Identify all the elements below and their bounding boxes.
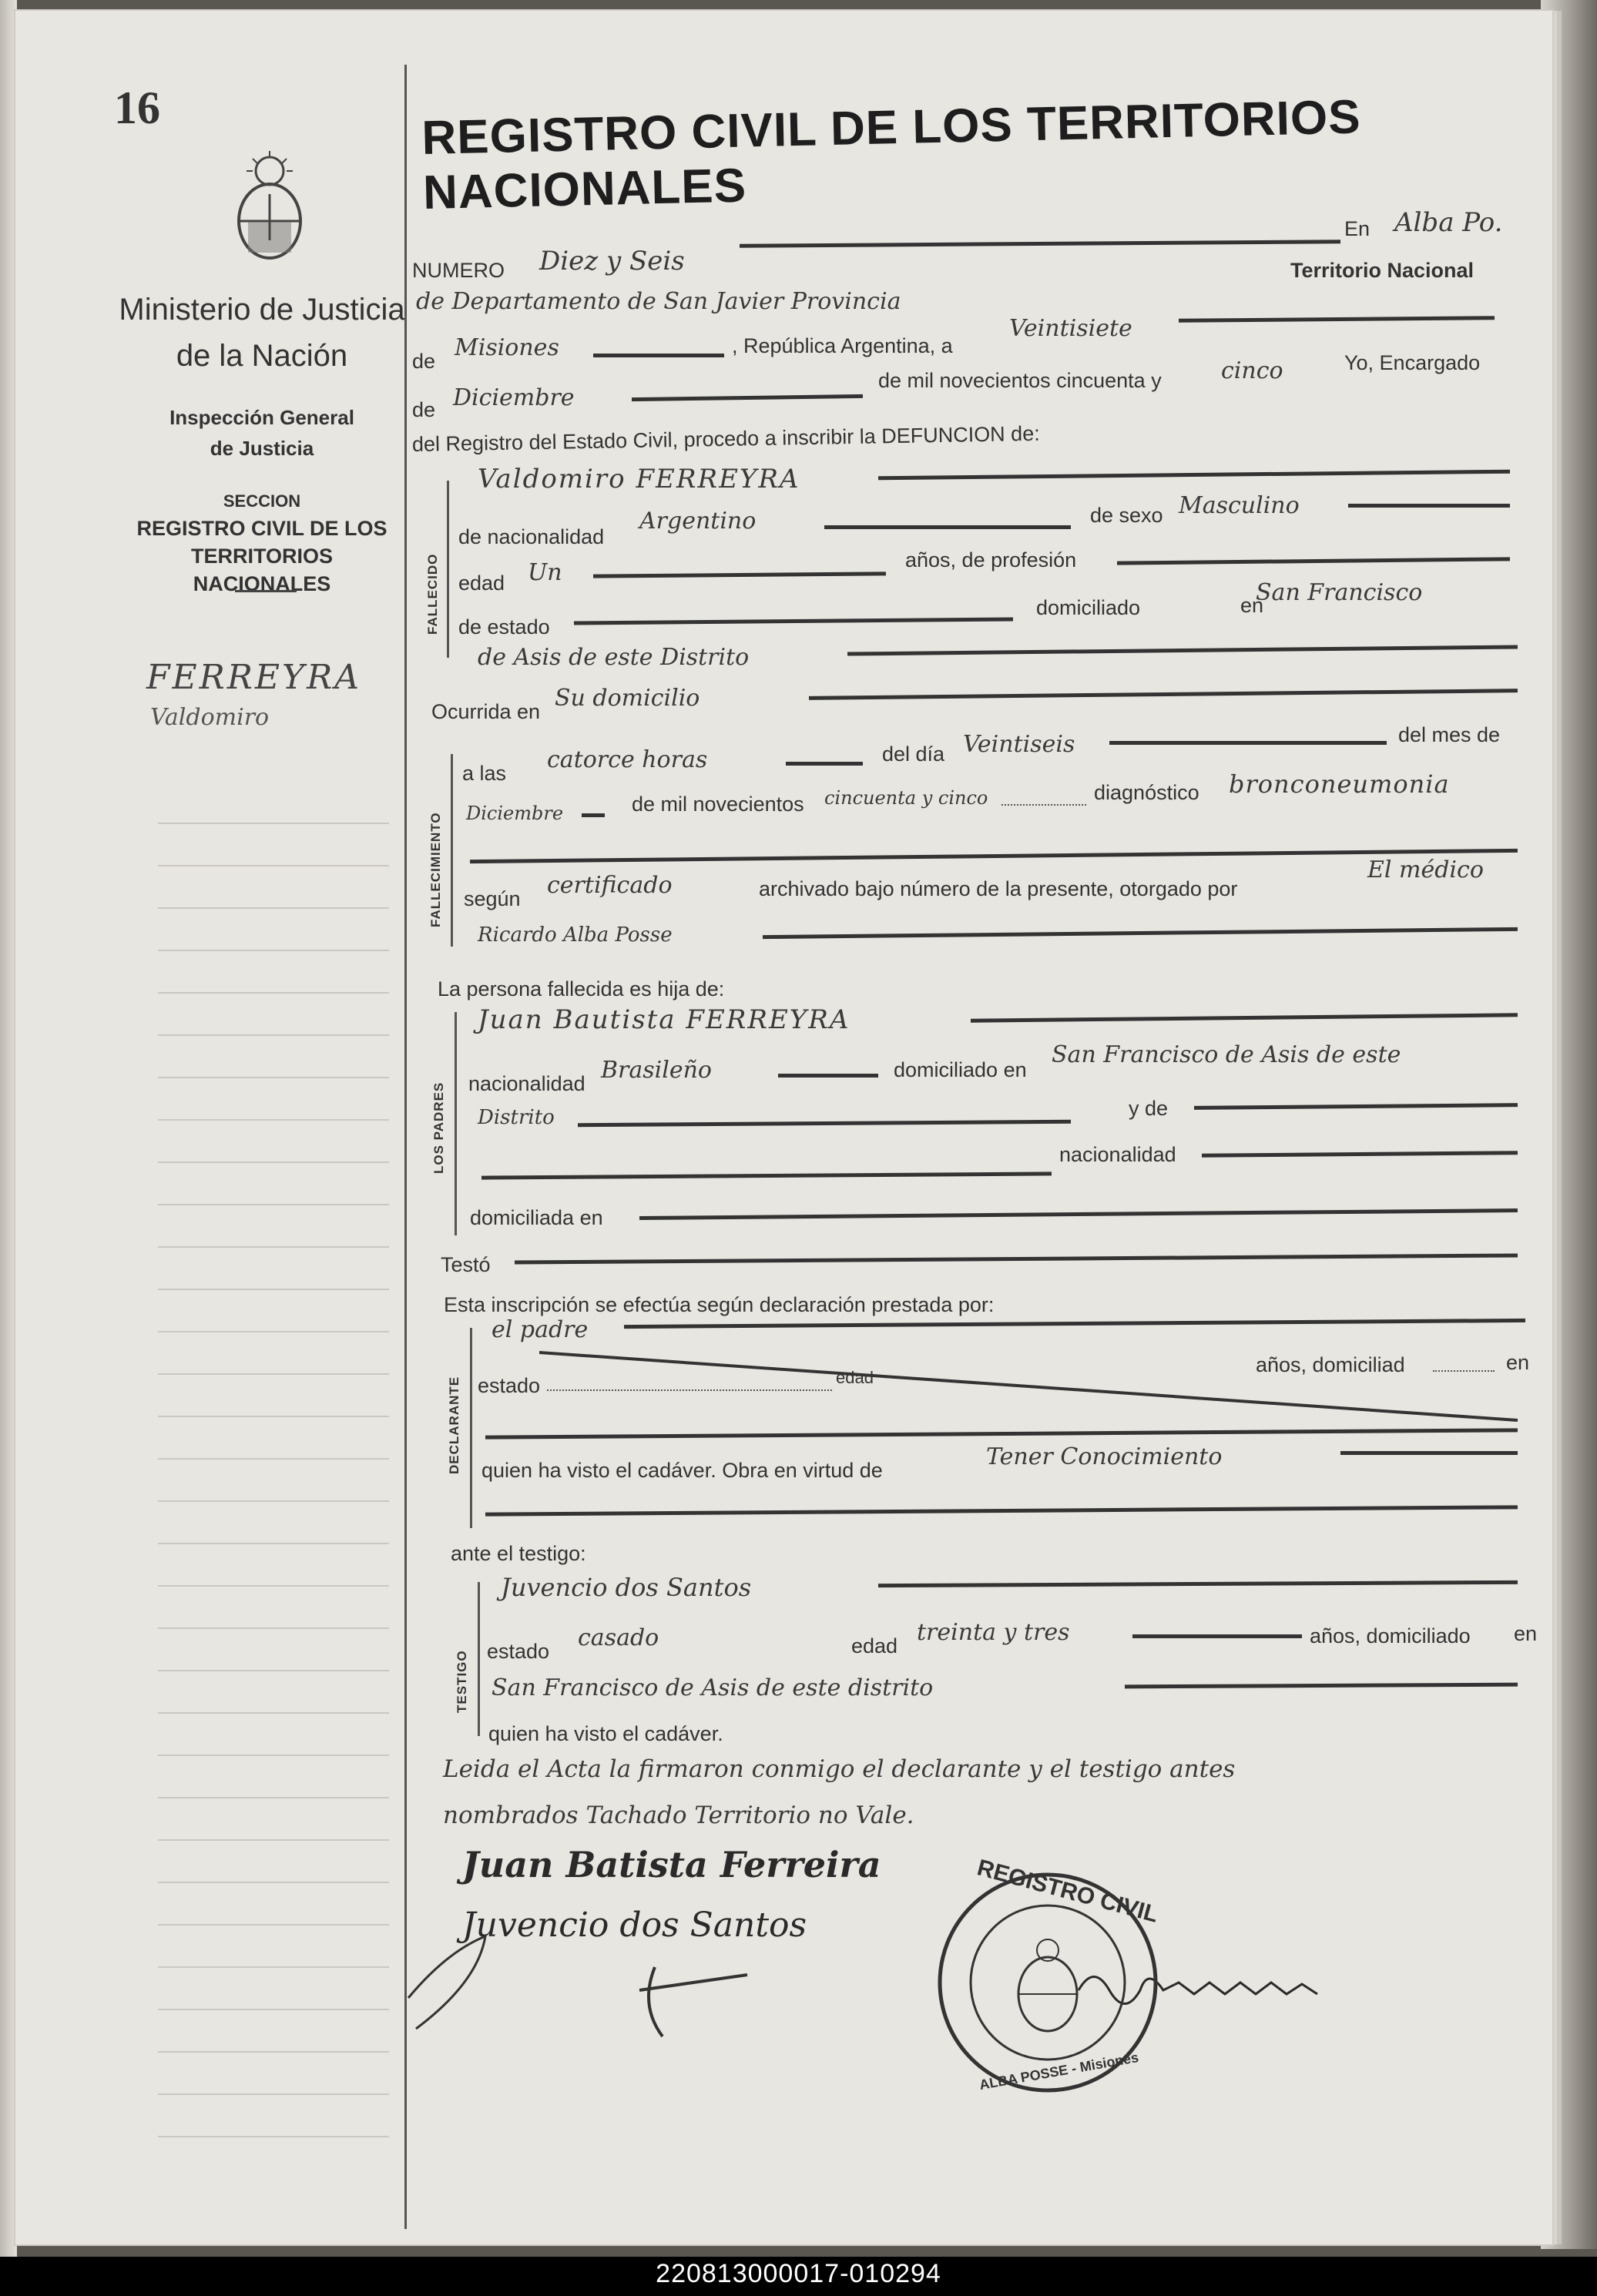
a-las-label: a las [462, 762, 507, 785]
nacionalidad-value: Argentino [639, 508, 757, 535]
fallecido-side-label: FALLECIDO [425, 553, 440, 635]
declarante-virtud-value: Tener Conocimiento [986, 1443, 1223, 1470]
year-label: de mil novecientos cincuenta y [878, 369, 1162, 392]
rule [481, 1171, 1052, 1179]
rule [582, 813, 605, 817]
year-value: cinco [1221, 357, 1283, 384]
diagnostico-label: diagnóstico [1094, 781, 1199, 804]
en-label: En [1344, 217, 1371, 240]
closing-line-2: nombrados Tachado Territorio no Vale. [443, 1802, 914, 1829]
margin-divider [235, 590, 297, 592]
otorgado-value: El médico [1367, 856, 1484, 883]
stamp-top-text: REGISTRO CIVIL [974, 1855, 1161, 1928]
domiciliada-label: domiciliada en [470, 1206, 603, 1229]
signature-flourish [385, 1921, 847, 2044]
mes-label: del mes de [1398, 723, 1501, 746]
declarante-en-label: en [1506, 1351, 1530, 1374]
ministry-heading [108, 287, 416, 379]
book-spine [0, 0, 17, 2296]
padres-side-label: LOS PADRES [431, 1081, 446, 1174]
declarante-edad-label: edad [836, 1368, 874, 1387]
stamp-bottom-text: ALBA POSSE - Misiones [978, 2049, 1140, 2093]
strike-through-line [539, 1351, 1525, 1428]
testigo-edad-value: treinta y tres [917, 1619, 1070, 1646]
signature-testigo: Juvencio dos Santos [462, 1906, 807, 1945]
declarante-intro-label: Esta inscripción se efectúa según declaración prestada por: [444, 1293, 995, 1316]
day-value: Veintisiete [1009, 315, 1132, 342]
place-value: Alba Po. [1394, 207, 1503, 238]
section-label: SECCION [223, 491, 301, 511]
margin-ruled-lines [158, 781, 412, 2167]
padre-domicilio-value-1: San Francisco de Asis de este [1052, 1041, 1401, 1068]
dotted-rule [1001, 804, 1086, 806]
rule [624, 1319, 1525, 1329]
en-label-fallecido: en [1240, 594, 1264, 617]
territorio-label: Territorio Nacional [1290, 259, 1475, 282]
hora-value: catorce horas [547, 746, 708, 773]
rule [1202, 1151, 1518, 1158]
numero-value: Diez y Seis [539, 246, 685, 277]
madre-nacionalidad-label: nacionalidad [1059, 1143, 1176, 1166]
testo-label: Testó [441, 1253, 491, 1276]
domicilio-value-1: San Francisco [1256, 579, 1423, 606]
sexo-value: Masculino [1179, 492, 1300, 519]
departamento-value: de Departamento de San Javier Provincia [416, 288, 901, 315]
fallecimiento-side-label: FALLECIMIENTO [428, 812, 443, 927]
inspection-heading [139, 402, 385, 464]
domicilio-value-2: de Asis de este Distrito [478, 644, 750, 671]
ministry-line-1: Ministerio de Justicia [119, 293, 405, 327]
declarante-name: el padre [492, 1316, 589, 1343]
rule [740, 240, 1340, 247]
ocurrida-value: Su domicilio [555, 685, 700, 712]
rule [515, 1253, 1518, 1264]
rule [786, 762, 863, 766]
rule [1132, 1634, 1302, 1638]
file-id: 220813000017-010294 [656, 2259, 941, 2288]
coat-of-arms-icon [230, 148, 310, 263]
testigo-domicilio-value: San Francisco de Asis de este distrito [492, 1674, 934, 1701]
rule [639, 1208, 1518, 1220]
padre-name: Juan Bautista FERREYRA [478, 1004, 851, 1035]
de-label: de [412, 350, 436, 373]
numero-label: NUMERO [412, 259, 505, 282]
anio-label: de mil novecientos [632, 793, 804, 816]
edad-label: edad [458, 571, 505, 595]
padre-domiciliado-label: domiciliado en [894, 1058, 1027, 1081]
testigo-intro-label: ante el testigo: [451, 1542, 586, 1565]
padres-intro-label: La persona fallecida es hija de: [438, 977, 725, 1001]
folio-number: 16 [114, 82, 160, 133]
rule [1179, 316, 1495, 323]
declarante-visto-label: quien ha visto el cadáver. Obra en virtud de [481, 1459, 883, 1482]
nacionalidad-label: de nacionalidad [458, 525, 605, 548]
estado-label: de estado [458, 615, 550, 639]
testigo-bracket [478, 1582, 480, 1736]
margin-annotation-surname: FERREYRA [146, 658, 361, 697]
ocurrida-label: Ocurrida en [431, 700, 541, 723]
de-label-2: de [412, 398, 436, 421]
rule [778, 1074, 878, 1078]
profesion-label: años, de profesión [905, 548, 1077, 571]
dia-value: Veintiseis [963, 731, 1075, 758]
rule [574, 618, 1013, 625]
testigo-visto-label: quien ha visto el cadáver. [488, 1722, 723, 1745]
declarante-anios-label: años, domiciliad [1256, 1353, 1405, 1376]
padre-nacionalidad-value: Brasileño [601, 1057, 712, 1084]
segun-value: certificado [547, 872, 673, 899]
testigo-en-label: en [1514, 1622, 1538, 1645]
rule [971, 1013, 1518, 1022]
section-line-2: TERRITORIOS NACIONALES [190, 545, 334, 595]
padre-domicilio-value-2: Distrito [478, 1106, 555, 1129]
dia-label: del día [882, 742, 945, 766]
testigo-edad-label: edad [851, 1634, 898, 1657]
inspection-line-2: de Justicia [210, 437, 314, 460]
mes-value: Diciembre [466, 803, 564, 824]
rule [1340, 1451, 1518, 1455]
rule [763, 927, 1518, 939]
y-de-label: y de [1129, 1097, 1169, 1120]
medico-value: Ricardo Alba Posse [478, 923, 673, 947]
rule [878, 1580, 1518, 1587]
margin-annotation-name: Valdomiro [150, 704, 270, 731]
page-title: REGISTRO CIVIL DE LOS TERRITORIOS NACIONALES [421, 90, 1362, 220]
deceased-name: Valdomiro FERREYRA [478, 464, 800, 494]
padre-nacionalidad-label: nacionalidad [468, 1072, 585, 1095]
padres-bracket [455, 1012, 457, 1235]
signature-declarante: Juan Batista Ferreira [462, 1844, 881, 1885]
edad-value: Un [528, 559, 562, 586]
rule [1109, 741, 1387, 745]
rule [878, 470, 1510, 481]
rule [1194, 1103, 1518, 1110]
register-page [15, 11, 1552, 2244]
declarante-estado-label: estado [478, 1374, 541, 1397]
fallecimiento-bracket [451, 754, 453, 947]
declarante-side-label: DECLARANTE [447, 1376, 461, 1474]
rule [1348, 504, 1510, 508]
rule [593, 571, 886, 578]
rule [632, 394, 863, 401]
section-line-1: REGISTRO CIVIL DE LOS [136, 517, 388, 540]
archivado-label: archivado bajo número de la presente, otorgado por [759, 877, 1238, 900]
testigo-name: Juvencio dos Santos [501, 1573, 752, 1602]
inspection-line-1: Inspección General [169, 406, 354, 429]
closing-line-1: Leida el Acta la firmaron conmigo el declarante y el testigo antes [443, 1755, 1236, 1783]
segun-label: según [464, 887, 521, 910]
testigo-anios-label: años, domiciliado [1310, 1624, 1471, 1647]
declarante-bracket [470, 1328, 472, 1528]
rule [593, 354, 724, 357]
fallecido-bracket [447, 481, 449, 658]
domiciliado-label: domiciliado [1036, 596, 1141, 619]
republica-label: , República Argentina, a [732, 334, 953, 357]
month-value: Diciembre [453, 384, 575, 411]
rule [485, 1428, 1518, 1439]
sexo-label: de sexo [1090, 504, 1163, 527]
encargado-label: Yo, Encargado [1344, 351, 1481, 374]
testigo-estado-label: estado [487, 1640, 550, 1663]
rule [1125, 1683, 1518, 1689]
testigo-estado-value: casado [578, 1624, 659, 1651]
rule [1117, 557, 1510, 565]
rule [485, 1505, 1518, 1516]
rule [847, 645, 1518, 655]
rule [470, 849, 1518, 863]
section-heading [131, 488, 393, 598]
rule [578, 1120, 1071, 1127]
ministry-line-2: de la Nación [176, 339, 348, 373]
territory-value: Misiones [455, 334, 559, 361]
registro-label: del Registro del Estado Civil, procedo a inscribir la DEFUNCION de: [411, 421, 1040, 456]
margin-rule [404, 65, 407, 2229]
anio-value: cincuenta y cinco [824, 787, 988, 809]
rule [824, 525, 1071, 529]
rule [809, 689, 1518, 700]
testigo-side-label: TESTIGO [455, 1650, 469, 1713]
diagnostico-value: bronconeumonia [1229, 769, 1450, 799]
